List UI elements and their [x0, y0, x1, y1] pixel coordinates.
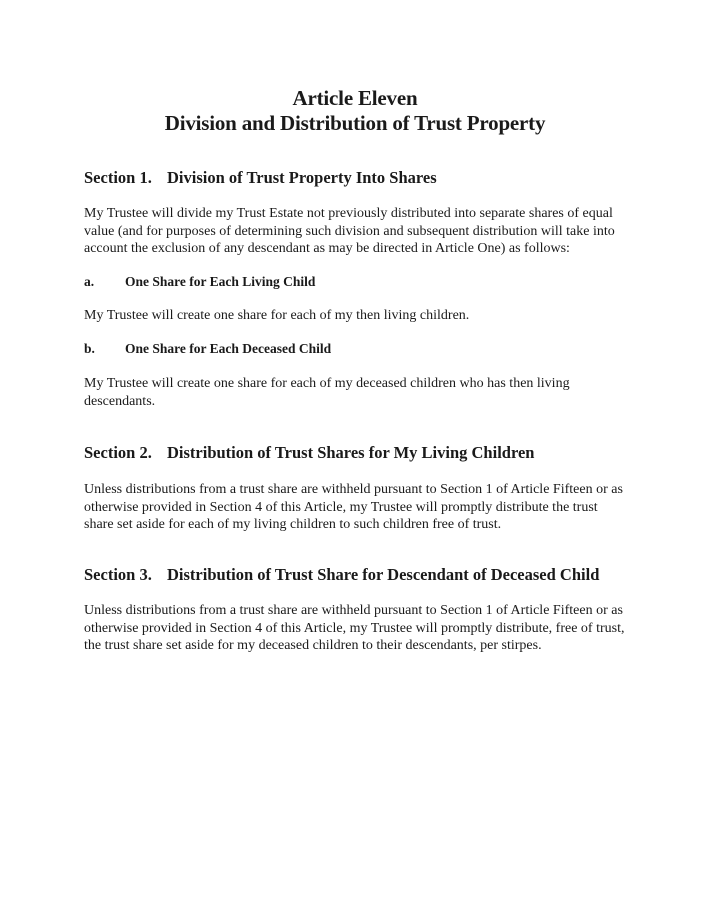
section-title: Distribution of Trust Share for Descendant of Deceased Child: [167, 565, 600, 584]
body-line: My Trustee will divide my Trust Estate not previously distributed into separate shares of equal: [84, 206, 613, 221]
article-subtitle: Division and Distribution of Trust Property: [164, 111, 546, 135]
body-line: Unless distributions from a trust share are withheld pursuant to Section 1 of Article Fifteen or as: [84, 603, 623, 618]
subsection-letter: a.: [84, 274, 95, 289]
body-line: otherwise provided in Section 4 of this Article, my Trustee will promptly distribute the trust: [84, 499, 598, 515]
body-line: the trust share set aside for my deceased children to their descendants, per stirpes.: [84, 638, 542, 653]
section-2-heading: [84, 443, 534, 463]
body-line: descendants.: [84, 393, 156, 409]
subsection-title: One Share for Each Deceased Child: [125, 341, 332, 356]
section-1-heading: [84, 168, 437, 188]
body-line: My Trustee will create one share for each of my deceased children who has then living: [84, 376, 570, 391]
body-line: share set aside for each of my living children to such children free of trust.: [84, 517, 502, 532]
subsection-b-body: [84, 375, 570, 410]
section-title: Division of Trust Property Into Shares: [167, 168, 437, 187]
body-line: account the exclusion of any descendant as may be directed in Article One) as follows:: [84, 241, 570, 256]
subsection-title: One Share for Each Living Child: [125, 274, 316, 289]
section-number: Section 2.: [84, 443, 152, 462]
body-line: value (and for purposes of determining such division and subsequent distribution will take into: [84, 223, 615, 239]
subsection-a-body: [84, 307, 469, 325]
subsection-letter: b.: [84, 341, 95, 356]
body-line: Unless distributions from a trust share are withheld pursuant to Section 1 of Article Fifteen or as: [84, 482, 623, 497]
subsection-b-heading: [84, 341, 331, 357]
body-line: otherwise provided in Section 4 of this Article, my Trustee will promptly distribute, free of trust,: [84, 620, 625, 636]
body-line: My Trustee will create one share for each of my then living children.: [84, 308, 470, 323]
section-1-body: [84, 205, 615, 258]
section-number: Section 1.: [84, 168, 152, 187]
subsection-a-heading: [84, 274, 315, 290]
section-3-heading: [84, 565, 599, 585]
section-title: Distribution of Trust Shares for My Living Children: [167, 443, 535, 462]
section-2-body: [84, 481, 623, 534]
section-3-body: [84, 602, 624, 655]
section-number: Section 3.: [84, 565, 152, 584]
article-title: Article Eleven: [292, 86, 418, 110]
